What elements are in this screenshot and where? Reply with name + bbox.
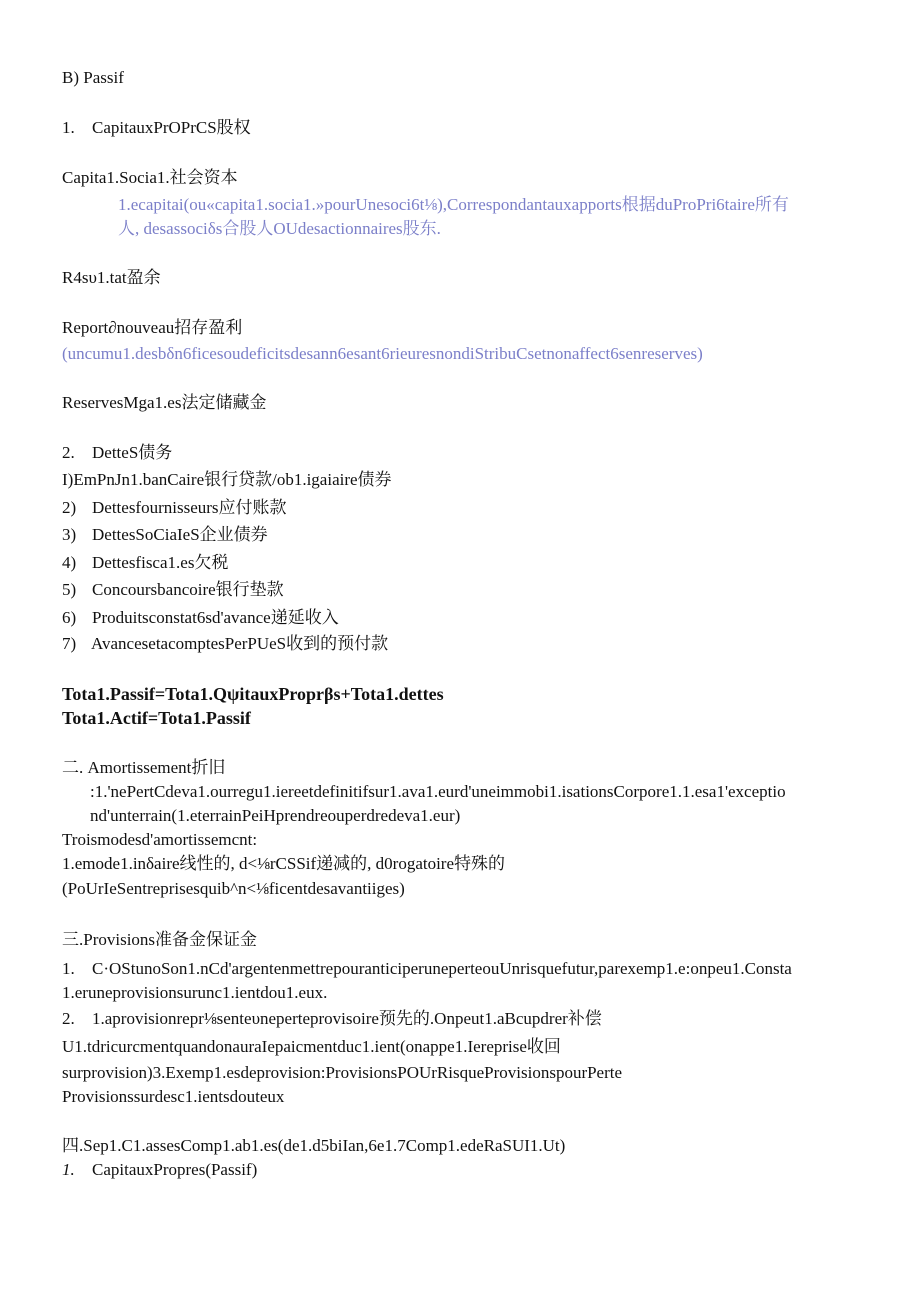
- list-text: C·OStunoSon1.nCd'argentenmettrepouranticiperuneperteouUnrisquefutur,parexemp1.e:onpeu1.Consta: [92, 959, 792, 978]
- term-report-a-nouveau: Report∂nouveau招存盈利: [62, 318, 243, 337]
- heading-dettes: [62, 441, 172, 465]
- provisions-item2-line2: U1.tdricurcmentquandonauraIepaicmentduc1.ient(onappe1.Iereprise收回: [62, 1037, 561, 1056]
- provisions-item2-line1: [62, 1007, 602, 1031]
- list-number: 6): [62, 608, 77, 627]
- section-heading-provisions: 三.Provisions准备金保证金: [62, 930, 258, 949]
- list-text: 1.aprovisionrepr⅛senteυneperteprovisoire预先的.Onpeut1.aBcupdrer补偿: [92, 1009, 602, 1028]
- provisions-item2-line3: surprovision)3.Exemp1.esdeprovision:ProvisionsPOUrRisqueProvisionspourPerte: [62, 1063, 623, 1082]
- amortissement-modes-note: (PoUrIeSentreprisesquib^n<⅛ficentdesavantiiges): [62, 879, 405, 898]
- list-text: CapitauxPropres(Passif): [92, 1160, 258, 1179]
- list-item-avances: [62, 632, 388, 656]
- heading-capitaux-propres: [62, 116, 251, 140]
- list-text: DettesSoCiaIeS企业债券: [92, 525, 268, 544]
- list-text: DetteS债务: [92, 443, 173, 462]
- formula-total-passif: Tota1.Passif=Tota1.QψitauxProprβs+Tota1.dettes: [62, 684, 444, 704]
- list-number: 2): [62, 498, 77, 517]
- section-heading-amortissement: 二. Amortissement折旧: [62, 758, 226, 777]
- definition-capital-social-line2: 人, desassociδs合股人OUdesactionnaires股东.: [118, 219, 441, 238]
- term-reserves-legales: ReservesMga1.es法定储藏金: [62, 393, 267, 412]
- provisions-item2-line4: Provisionssurdesc1.ientsdouteux: [62, 1087, 285, 1106]
- list-item-emprunt: I)EmPnJn1.banCaire银行贷款/ob1.igaiaire债券: [62, 470, 392, 489]
- list-number: 3): [62, 525, 77, 544]
- definition-report-a-nouveau: (uncumu1.desbδn6ficesoudeficitsdesann6esant6rieuresnondiStribuCsetnonaffect6senreserves): [62, 344, 703, 363]
- list-text: Concoursbancoire银行垫款: [92, 580, 284, 599]
- term-capital-social: Capita1.Socia1.社会资本: [62, 168, 238, 187]
- list-number: 7): [62, 634, 77, 653]
- provisions-item1-line1: [62, 957, 792, 981]
- list-text: Produitsconstat6sd'avance递延收入: [92, 608, 339, 627]
- list-text: Dettesfisca1.es欠税: [92, 553, 229, 572]
- list-number: 2.: [62, 1009, 75, 1028]
- section-heading-classes-comptables: 四.Sep1.C1.assesComp1.ab1.es(de1.d5biIan,6e1.7Comp1.edeRaSUI1.Ut): [62, 1136, 566, 1155]
- definition-amortissement-line2: nd'unterrain(1.eterrainPeiHprendreouperdredeva1.eur): [90, 806, 461, 825]
- definition-capital-social-line1: 1.ecapitai(ou«capita1.socia1.»pourUnesoci6t⅛),Correspondantauxapports根据duProPri6taire所有: [118, 195, 789, 214]
- list-number: 2.: [62, 443, 75, 462]
- list-item-produits: [62, 606, 339, 630]
- list-item-fiscales: [62, 551, 228, 575]
- list-text: AvancesetacomptesPerPUeS收到的预付款: [91, 634, 389, 653]
- classes-item1: [62, 1158, 257, 1182]
- list-text: Dettesfournisseurs应付账款: [92, 498, 287, 517]
- list-number: 1.: [62, 1160, 75, 1179]
- amortissement-modes-heading: Troismodesd'amortissemcnt:: [62, 830, 258, 849]
- list-number: 4): [62, 553, 77, 572]
- list-number: 1.: [62, 118, 75, 137]
- list-number: 5): [62, 580, 77, 599]
- amortissement-modes-list: 1.emode1.inδaire线性的, d<⅛rCSSif递减的, d0rogatoire特殊的: [62, 854, 506, 873]
- section-heading-passif: B) Passif: [62, 68, 124, 87]
- term-resultat: R4sυ1.tat盈余: [62, 268, 161, 287]
- list-number: 1.: [62, 959, 75, 978]
- list-item-sociales: [62, 523, 268, 547]
- formula-total-actif: Tota1.Actif=Tota1.Passif: [62, 708, 251, 728]
- list-item-fournisseurs: [62, 496, 287, 520]
- provisions-item1-line2: 1.eruneprovisionsurunc1.ientdou1.eux.: [62, 983, 328, 1002]
- list-item-concours: [62, 578, 284, 602]
- list-text: CapitauxPrOPrCS股权: [92, 118, 251, 137]
- definition-amortissement-line1: :1.'nePertCdeva1.ourregu1.iereetdefinitifsur1.ava1.eurd'uneimmobi1.isationsCorpore1.1.esa1'exceptio: [90, 782, 786, 801]
